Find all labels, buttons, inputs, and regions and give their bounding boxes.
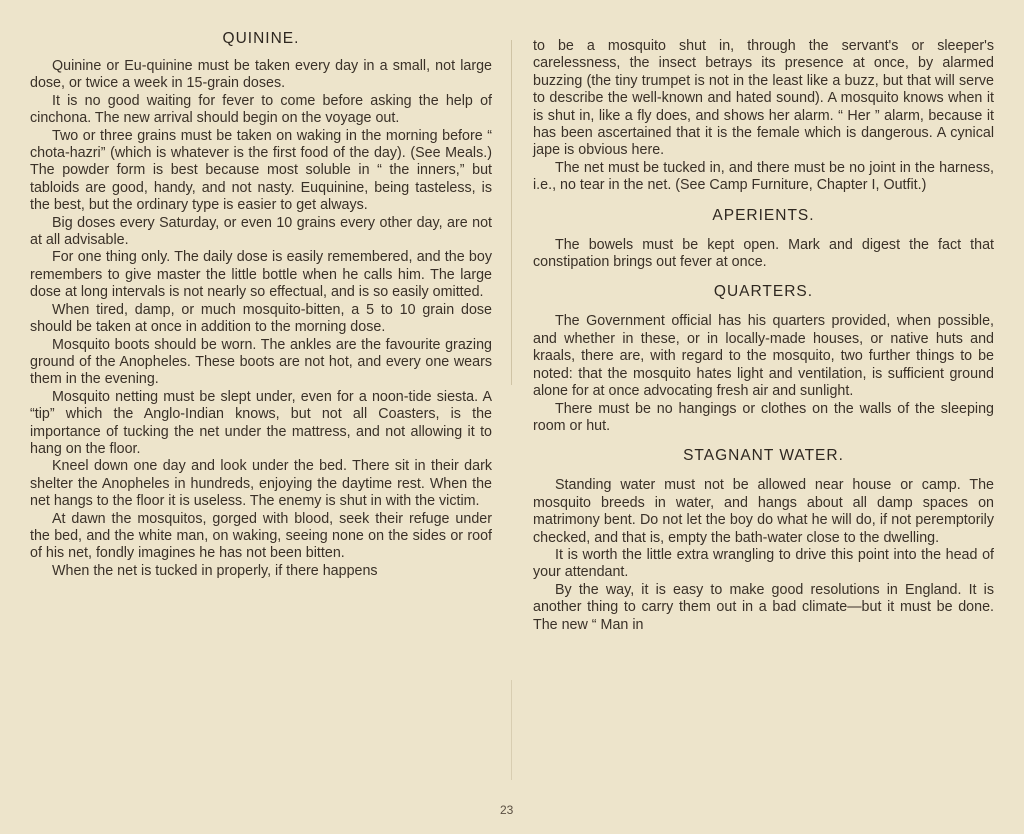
heading-aperients: APERIENTS. (712, 206, 815, 224)
paragraph: The Government official has his quarters provided, when possible, and whether in these, or in locally-made houses, or native huts and kraals, there are, with regard to the mosquito, two further things to be noted: that the mosquito hates light and ventilation, is sufficient ground alone for at once advocating fresh air and sunlight. (533, 313, 994, 400)
paragraph: It is worth the little extra wrangling to drive this point into the head of your attendant. (533, 546, 994, 581)
left-column (30, 30, 492, 580)
paragraph: When the net is tucked in properly, if there happens (52, 562, 378, 579)
paragraph: The net must be tucked in, and there must be no joint in the harness, i.e., no tear in the net. (See Camp Furniture, Chapter I, Outfit.) (533, 159, 994, 194)
paragraph: It is no good waiting for fever to come before asking the help of cinchona. The new arrival should begin on the voyage out. (30, 92, 492, 127)
paragraph: At dawn the mosquitos, gorged with blood, seek their refuge under the bed, and the white man, on waking, seeing none on the sides or roof of his net, fondly imagines he has not been bitten. (30, 510, 492, 562)
paragraph: Standing water must not be allowed near house or camp. The mosquito breeds in water, and hangs about all damp spaces on matrimony bent. Do not let the boy do what he will do, if not peremptorily checked, and that is, empty the bath-water close to the dwelling. (533, 477, 994, 546)
column-divider (511, 40, 512, 385)
paragraph: Kneel down one day and look under the bed. There sit in their dark shelter the Anopheles in hundreds, enjoying the daytime rest. When the net hangs to the floor it is useless. The enemy is shut in with the victim. (30, 458, 492, 510)
column-divider-lower (511, 680, 512, 780)
paragraph: When tired, damp, or much mosquito-bitten, a 5 to 10 grain dose should be taken at once in addition to the morning dose. (30, 301, 492, 336)
paragraph: For one thing only. The daily dose is easily remembered, and the boy remembers to give master the little bottle when he calls him. The large dose at long intervals is not nearly so effectual, and is so easily omitted. (30, 249, 492, 301)
paragraph: Quinine or Eu-quinine must be taken every day in a small, not large dose, or twice a week in 15-grain doses. (30, 58, 492, 92)
page-number: 23 (500, 803, 514, 817)
paragraph: There must be no hangings or clothes on the walls of the sleeping room or hut. (533, 400, 994, 434)
paragraph: Big doses every Saturday, or even 10 grains every other day, are not at all advisable. (30, 214, 492, 249)
paragraph: to be a mosquito shut in, through the servant's or sleeper's carelessness, the insect betrays its presence at once, by alarmed buzzing (the tiny trumpet is not in the least like a buzz, but that will serve to describe the well-known and hated sound). A mosquito knows when it is shut in, like a fly does, and shows her alarm. “ Her ” alarm, because it has been ascertained that it is the female which is dangerous. A cynical jape is obvious here. (533, 38, 994, 159)
heading-quarters: QUARTERS. (713, 283, 814, 301)
paragraph: By the way, it is easy to make good resolutions in England. It is another thing to carry them out in a bad climate—but it must be done. The new “ Man in (533, 581, 994, 633)
paragraph: Mosquito boots should be worn. The ankles are the favourite grazing ground of the Anopheles. These boots are not hot, and every one wears them in the evening. (30, 336, 492, 388)
paragraph: The bowels must be kept open. Mark and digest the fact that constipation brings out fever at once. (533, 236, 994, 271)
heading-quinine: QUININE. (222, 30, 300, 47)
paragraph: Mosquito netting must be slept under, even for a noon-tide siesta. A “tip” which the Anglo-Indian knows, but not all Coasters, is the importance of tucking the net under the mattress, and not allowing it to hang on the floor. (30, 388, 492, 457)
right-column (533, 38, 994, 634)
paragraph: Two or three grains must be taken on waking in the morning before “ chota-hazri” (which is whatever is the first food of the day). (See Meals.) The powder form is best because most soluble in “ the inners,” but tabloids are good, handy, and not nasty. Euquinine, being tasteless, is the best, but the ordinary type is easier to get always. (30, 127, 492, 214)
heading-stagnant-water: STAGNANT WATER. (683, 447, 844, 465)
